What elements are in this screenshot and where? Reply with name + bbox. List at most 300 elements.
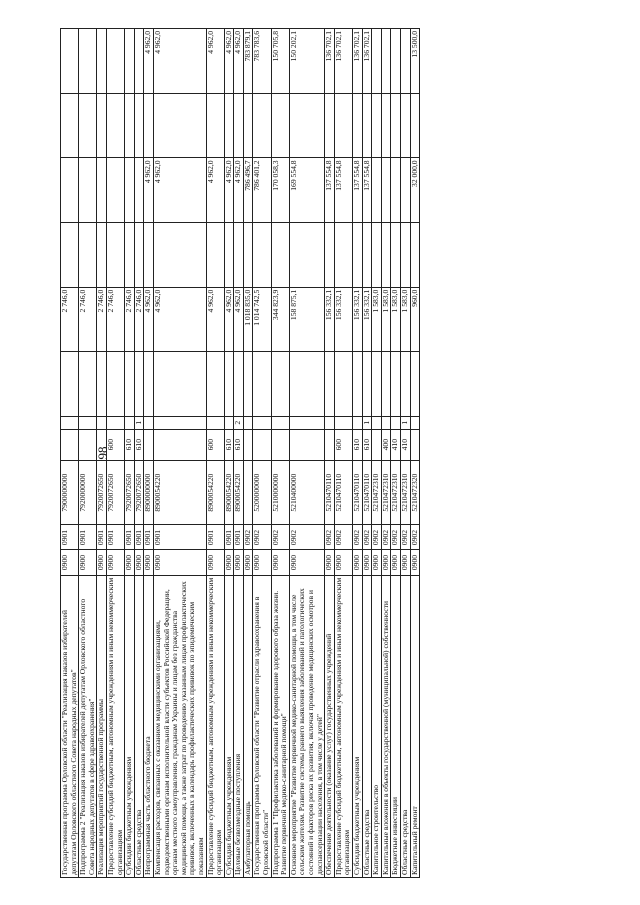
cell-csr: 8900054220	[153, 460, 206, 525]
table-row	[206, 29, 224, 878]
cell-v4	[391, 158, 401, 223]
cell-name: Реализация мероприятий государственной программы	[97, 575, 107, 877]
cell-vr: 410	[391, 429, 401, 460]
cell-name: Обеспечение деятельности (оказание услуг) государственных учреждений	[325, 575, 335, 877]
cell-name: Областные средства	[134, 575, 144, 877]
cell-vr	[372, 429, 382, 460]
cell-flag	[125, 417, 135, 430]
budget-table-body	[61, 29, 420, 878]
cell-flag	[325, 417, 335, 430]
cell-v1	[79, 352, 97, 417]
cell-sec: 0901	[224, 525, 234, 550]
cell-flag	[334, 417, 352, 430]
cell-v4: 4 962,0	[224, 158, 234, 223]
cell-v1	[134, 352, 144, 417]
cell-gr: 0900	[372, 550, 382, 575]
cell-v5	[206, 93, 224, 158]
cell-v4: 4 962,0	[144, 158, 154, 223]
cell-v2: 1 583,0	[372, 287, 382, 352]
cell-name: Целевые безвозмездные поступления	[234, 575, 244, 877]
cell-v6	[400, 29, 410, 94]
cell-v5	[253, 93, 271, 158]
cell-v4	[61, 158, 79, 223]
cell-sec: 0901	[125, 525, 135, 550]
cell-v4: 137 554,8	[325, 158, 335, 223]
cell-gr: 0900	[325, 550, 335, 575]
cell-sec: 0902	[289, 525, 324, 550]
page-number: 98	[95, 446, 110, 460]
cell-v5	[153, 93, 206, 158]
table-row	[362, 29, 372, 878]
cell-v3	[61, 223, 79, 288]
cell-gr: 0900	[289, 550, 324, 575]
cell-sec: 0901	[79, 525, 97, 550]
cell-sec: 0902	[325, 525, 335, 550]
cell-v3	[79, 223, 97, 288]
cell-v1	[153, 352, 206, 417]
cell-v1	[289, 352, 324, 417]
table-row	[234, 29, 244, 878]
cell-sec: 0902	[334, 525, 352, 550]
cell-vr: 610	[224, 429, 234, 460]
cell-v6: 783 783,6	[253, 29, 271, 94]
cell-v4	[97, 158, 107, 223]
cell-v6: 4 962,0	[206, 29, 224, 94]
cell-v2: 2 746,0	[125, 287, 135, 352]
cell-v1	[353, 352, 363, 417]
cell-vr	[144, 429, 154, 460]
cell-flag	[410, 417, 420, 430]
cell-gr: 0900	[271, 550, 289, 575]
cell-v2: 4 962,0	[224, 287, 234, 352]
cell-flag	[353, 417, 363, 430]
cell-v4: 4 962,0	[153, 158, 206, 223]
cell-csr: 7920072650	[134, 460, 144, 525]
cell-v1	[410, 352, 420, 417]
cell-v2: 1 014 742,5	[253, 287, 271, 352]
cell-csr: 5210000000	[271, 460, 289, 525]
cell-v3	[289, 223, 324, 288]
cell-sec: 0901	[144, 525, 154, 550]
table-row	[372, 29, 382, 878]
cell-vr: 600	[106, 429, 124, 460]
cell-v3	[400, 223, 410, 288]
cell-v5	[224, 93, 234, 158]
cell-v5	[400, 93, 410, 158]
cell-v1	[271, 352, 289, 417]
table-row	[253, 29, 271, 878]
cell-v5	[289, 93, 324, 158]
rotated-table-container	[60, 28, 560, 878]
cell-v6	[79, 29, 97, 94]
cell-name: Компенсация расходов, связанных с оказанием медицинскими организациями, подведомственными органам исполнительной власти субъектов Российской Федерации, органам местного самоуправления, гражданам Украины и лицам без гражданства медицинской помощи, а также затрат по проведению указанным лицам профилактических прививок, включенных в календарь профилактических прививок по эпидемическим показаниям	[153, 575, 206, 877]
cell-name: Капитальные вложения в объекты государственной (муниципальной) собственности	[381, 575, 391, 877]
cell-gr: 0900	[234, 550, 244, 575]
cell-flag	[61, 417, 79, 430]
cell-sec: 0902	[353, 525, 363, 550]
cell-v5	[334, 93, 352, 158]
cell-gr: 0900	[334, 550, 352, 575]
cell-csr: 5210470110	[325, 460, 335, 525]
cell-v2: 156 332,1	[334, 287, 352, 352]
cell-gr: 0900	[253, 550, 271, 575]
cell-gr: 0900	[79, 550, 97, 575]
cell-flag: 1	[134, 417, 144, 430]
cell-gr: 0900	[153, 550, 206, 575]
cell-name: Бюджетные инвестиции	[391, 575, 401, 877]
cell-v3	[125, 223, 135, 288]
cell-v1	[372, 352, 382, 417]
cell-csr: 7900000000	[61, 460, 79, 525]
cell-v6: 783 879,1	[243, 29, 253, 94]
table-row	[106, 29, 124, 878]
table-row	[224, 29, 234, 878]
cell-gr: 0900	[144, 550, 154, 575]
cell-name: Государственная программа Орловской области "Реализация наказов избирателей депутатам Орловского областного Совета народных депутатов"	[61, 575, 79, 877]
cell-csr: 5210472310	[391, 460, 401, 525]
cell-vr	[153, 429, 206, 460]
cell-v6: 150 202,1	[289, 29, 324, 94]
table-row	[153, 29, 206, 878]
cell-v3	[253, 223, 271, 288]
cell-csr: 5210470110	[334, 460, 352, 525]
cell-vr: 610	[125, 429, 135, 460]
cell-v2: 2 746,0	[61, 287, 79, 352]
cell-flag	[243, 417, 253, 430]
cell-v2: 344 823,9	[271, 287, 289, 352]
cell-csr: 7920072650	[106, 460, 124, 525]
cell-flag	[271, 417, 289, 430]
cell-vr	[410, 429, 420, 460]
cell-v4: 4 962,0	[234, 158, 244, 223]
cell-csr: 5210472310	[372, 460, 382, 525]
cell-v6	[372, 29, 382, 94]
table-row	[144, 29, 154, 878]
cell-v4	[79, 158, 97, 223]
cell-v4	[106, 158, 124, 223]
cell-v4: 4 962,0	[206, 158, 224, 223]
cell-csr: 8900054220	[234, 460, 244, 525]
cell-v1	[400, 352, 410, 417]
cell-v3	[271, 223, 289, 288]
cell-sec: 0902	[400, 525, 410, 550]
cell-vr: 410	[400, 429, 410, 460]
cell-v3	[325, 223, 335, 288]
cell-name: Субсидии бюджетным учреждениям	[125, 575, 135, 877]
cell-v3	[410, 223, 420, 288]
cell-sec: 0902	[391, 525, 401, 550]
cell-gr: 0900	[353, 550, 363, 575]
cell-flag	[144, 417, 154, 430]
cell-v5	[243, 93, 253, 158]
cell-name: Государственная программа Орловской области "Развитие отрасли здравоохранения в Орловской области"	[253, 575, 271, 877]
cell-v1	[234, 352, 244, 417]
table-row	[381, 29, 391, 878]
cell-v1	[224, 352, 234, 417]
cell-gr: 0900	[61, 550, 79, 575]
cell-v3	[106, 223, 124, 288]
cell-v6: 4 962,0	[224, 29, 234, 94]
cell-v1	[206, 352, 224, 417]
table-row	[79, 29, 97, 878]
cell-name: Основное мероприятие "Развитие первичной медико-санитарной помощи, в том числе сельским жителям. Развитие системы раннего выявления заболеваний и патологических состояний и факторов риска их развития, включая проведение медицинских осмотров и диспансеризации населения, в том числе у детей"	[289, 575, 324, 877]
cell-v1	[334, 352, 352, 417]
cell-sec: 0901	[134, 525, 144, 550]
cell-name: Предоставление субсидий бюджетным, автономным учреждениям и иным некоммерческим организациям	[106, 575, 124, 877]
cell-v1	[125, 352, 135, 417]
cell-v1	[97, 352, 107, 417]
cell-v5	[97, 93, 107, 158]
cell-vr	[243, 429, 253, 460]
cell-name: Капитальный ремонт	[410, 575, 420, 877]
cell-v4: 137 554,8	[362, 158, 372, 223]
cell-csr: 5210470110	[362, 460, 372, 525]
table-row	[334, 29, 352, 878]
cell-csr: 5210472320	[410, 460, 420, 525]
cell-gr: 0900	[97, 550, 107, 575]
cell-v3	[134, 223, 144, 288]
cell-v1	[106, 352, 124, 417]
cell-v6	[106, 29, 124, 94]
cell-v5	[125, 93, 135, 158]
cell-v2: 2 746,0	[97, 287, 107, 352]
cell-name: Предоставление субсидий бюджетным, автономным учреждениям и иным некоммерческим организациям	[334, 575, 352, 877]
cell-v5	[410, 93, 420, 158]
cell-v1	[325, 352, 335, 417]
cell-v6: 136 702,1	[353, 29, 363, 94]
cell-v4: 137 554,8	[334, 158, 352, 223]
cell-csr: 7920000000	[79, 460, 97, 525]
cell-vr	[61, 429, 79, 460]
cell-sec: 0901	[61, 525, 79, 550]
cell-sec: 0902	[243, 525, 253, 550]
cell-sec: 0901	[206, 525, 224, 550]
cell-v1	[381, 352, 391, 417]
cell-v6	[381, 29, 391, 94]
cell-v3	[97, 223, 107, 288]
cell-v5	[325, 93, 335, 158]
cell-name: Субсидии бюджетным учреждениям	[224, 575, 234, 877]
cell-v5	[271, 93, 289, 158]
cell-sec: 0902	[410, 525, 420, 550]
cell-vr: 400	[381, 429, 391, 460]
cell-flag	[79, 417, 97, 430]
cell-v5	[234, 93, 244, 158]
cell-name: Областные средства	[400, 575, 410, 877]
table-row	[353, 29, 363, 878]
cell-v6: 4 962,0	[234, 29, 244, 94]
cell-v4: 786 496,7	[243, 158, 253, 223]
cell-v3	[243, 223, 253, 288]
cell-csr: 8900054220	[224, 460, 234, 525]
cell-flag: 2	[234, 417, 244, 430]
cell-sec: 0901	[234, 525, 244, 550]
cell-vr: 610	[134, 429, 144, 460]
cell-v4	[125, 158, 135, 223]
cell-v1	[144, 352, 154, 417]
cell-sec: 0902	[372, 525, 382, 550]
cell-v6: 4 962,0	[153, 29, 206, 94]
cell-v1	[61, 352, 79, 417]
cell-sec: 0901	[153, 525, 206, 550]
cell-v3	[362, 223, 372, 288]
cell-v1	[253, 352, 271, 417]
table-row	[325, 29, 335, 878]
cell-v2: 1 018 835,0	[243, 287, 253, 352]
cell-v5	[134, 93, 144, 158]
cell-gr: 0900	[224, 550, 234, 575]
cell-name: Подпрограмма 2 "Реализация наказов избирателей депутатам Орловского областного Совета народных депутатов в сфере здравоохранения"	[79, 575, 97, 877]
cell-csr: 5210470110	[353, 460, 363, 525]
cell-v4: 32 000,0	[410, 158, 420, 223]
cell-v3	[334, 223, 352, 288]
table-row	[289, 29, 324, 878]
cell-flag	[206, 417, 224, 430]
cell-gr: 0900	[391, 550, 401, 575]
cell-v2: 960,0	[410, 287, 420, 352]
cell-v2: 158 875,1	[289, 287, 324, 352]
cell-csr: 5210472310	[400, 460, 410, 525]
cell-gr: 0900	[125, 550, 135, 575]
cell-name: Предоставление субсидий бюджетным, автономным учреждениям и иным некоммерческим организациям	[206, 575, 224, 877]
cell-v3	[206, 223, 224, 288]
cell-v2: 4 962,0	[206, 287, 224, 352]
cell-sec: 0902	[271, 525, 289, 550]
cell-v3	[144, 223, 154, 288]
cell-sec: 0902	[362, 525, 372, 550]
cell-v4	[372, 158, 382, 223]
cell-vr	[289, 429, 324, 460]
cell-v6	[97, 29, 107, 94]
cell-gr: 0900	[410, 550, 420, 575]
cell-v3	[153, 223, 206, 288]
cell-v6	[391, 29, 401, 94]
cell-v6: 136 702,1	[334, 29, 352, 94]
table-row	[271, 29, 289, 878]
cell-v4: 170 058,3	[271, 158, 289, 223]
cell-v4: 169 554,8	[289, 158, 324, 223]
cell-sec: 0901	[97, 525, 107, 550]
cell-v3	[234, 223, 244, 288]
cell-vr: 610	[362, 429, 372, 460]
cell-v3	[391, 223, 401, 288]
cell-v2: 1 583,0	[400, 287, 410, 352]
cell-gr: 0900	[206, 550, 224, 575]
cell-vr	[79, 429, 97, 460]
cell-v2: 4 962,0	[153, 287, 206, 352]
cell-v4: 137 554,8	[353, 158, 363, 223]
cell-v2: 4 962,0	[234, 287, 244, 352]
cell-v3	[381, 223, 391, 288]
cell-v5	[381, 93, 391, 158]
cell-v5	[61, 93, 79, 158]
cell-name: Областные средства	[362, 575, 372, 877]
cell-vr	[253, 429, 271, 460]
cell-v6: 150 705,8	[271, 29, 289, 94]
budget-table	[60, 28, 420, 878]
cell-v2: 2 746,0	[79, 287, 97, 352]
cell-v5	[79, 93, 97, 158]
cell-gr: 0900	[134, 550, 144, 575]
cell-flag: 1	[362, 417, 372, 430]
table-row	[391, 29, 401, 878]
cell-v2: 156 332,1	[353, 287, 363, 352]
cell-v6: 13 500,0	[410, 29, 420, 94]
cell-v3	[353, 223, 363, 288]
table-row	[125, 29, 135, 878]
cell-vr: 610	[353, 429, 363, 460]
cell-csr: 5210400000	[289, 460, 324, 525]
cell-v6	[125, 29, 135, 94]
cell-csr: 8900000000	[144, 460, 154, 525]
cell-v2: 4 962,0	[144, 287, 154, 352]
cell-flag	[97, 417, 107, 430]
cell-flag	[289, 417, 324, 430]
cell-v3	[224, 223, 234, 288]
cell-v2: 156 332,1	[362, 287, 372, 352]
table-row	[61, 29, 79, 878]
cell-gr: 0900	[400, 550, 410, 575]
cell-csr: 5200000000	[253, 460, 271, 525]
cell-vr: 600	[334, 429, 352, 460]
cell-sec: 0902	[381, 525, 391, 550]
cell-name: Подпрограмма 1 "Профилактика заболеваний и формирование здорового образа жизни. Развитие первичной медико-санитарной помощи"	[271, 575, 289, 877]
cell-sec: 0901	[106, 525, 124, 550]
cell-name: Субсидии бюджетным учреждениям	[353, 575, 363, 877]
cell-flag	[106, 417, 124, 430]
table-row	[400, 29, 410, 878]
cell-vr	[325, 429, 335, 460]
cell-v5	[372, 93, 382, 158]
cell-v5	[391, 93, 401, 158]
cell-v5	[144, 93, 154, 158]
cell-flag	[372, 417, 382, 430]
cell-v2: 1 583,0	[381, 287, 391, 352]
cell-csr: 5210472310	[381, 460, 391, 525]
cell-v6: 136 702,1	[325, 29, 335, 94]
cell-v1	[243, 352, 253, 417]
cell-gr: 0900	[362, 550, 372, 575]
cell-v6: 136 702,1	[362, 29, 372, 94]
cell-name: Амбулаторная помощь	[243, 575, 253, 877]
cell-v5	[106, 93, 124, 158]
cell-v4	[381, 158, 391, 223]
cell-csr: 8900054220	[206, 460, 224, 525]
cell-v6	[61, 29, 79, 94]
cell-gr: 0900	[243, 550, 253, 575]
cell-v2: 156 332,1	[325, 287, 335, 352]
cell-csr: 7920072650	[125, 460, 135, 525]
cell-vr	[271, 429, 289, 460]
cell-v5	[362, 93, 372, 158]
cell-gr: 0900	[106, 550, 124, 575]
cell-v4: 786 401,2	[253, 158, 271, 223]
cell-csr: 7920072650	[97, 460, 107, 525]
cell-v2: 1 583,0	[391, 287, 401, 352]
cell-vr: 610	[234, 429, 244, 460]
cell-flag: 1	[400, 417, 410, 430]
cell-v1	[391, 352, 401, 417]
cell-v6: 4 962,0	[144, 29, 154, 94]
cell-flag	[153, 417, 206, 430]
cell-v4	[400, 158, 410, 223]
cell-name: Капитальное строительство	[372, 575, 382, 877]
cell-v2: 2 746,0	[106, 287, 124, 352]
cell-vr: 600	[206, 429, 224, 460]
cell-v1	[362, 352, 372, 417]
cell-v5	[353, 93, 363, 158]
cell-name: Непрограммная часть областного бюджета	[144, 575, 154, 877]
